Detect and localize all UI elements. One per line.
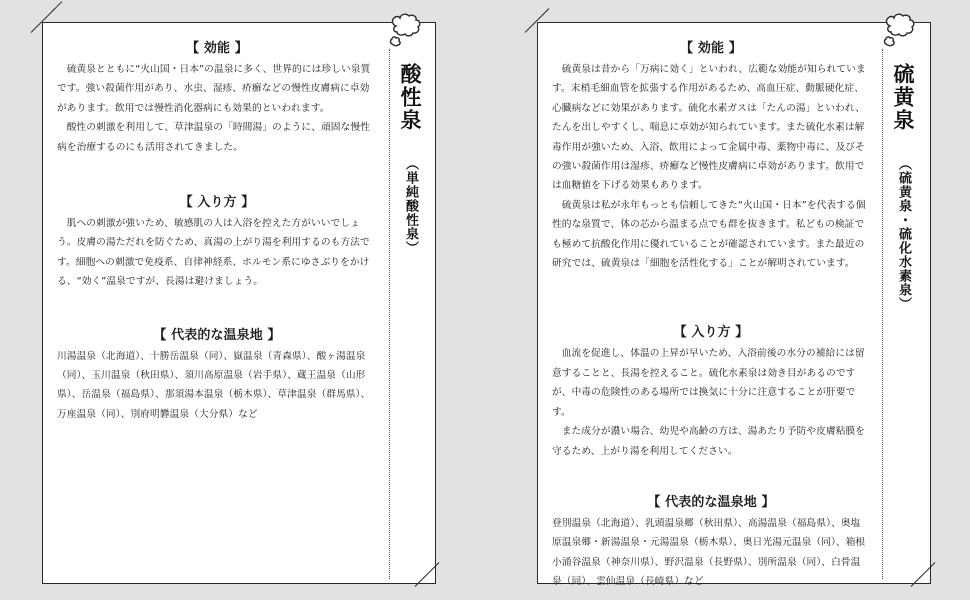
left-efficacy-heading: 【 効能 】 [186,41,248,56]
right-title-main: 硫黄泉 [891,63,915,132]
right-efficacy-heading: 【 効能 】 [680,41,742,56]
left-title-main: 酸性泉 [398,63,422,132]
right-spots-heading: 【 代表的な温泉地 】 [647,494,775,510]
right-efficacy-paragraph-1: 硫黄泉は昔から「万病に効く」といわれ、広範な効能が知られています。末梢毛細血管を拡張する作用があるため、高血圧症、動脈硬化症、心臓病などに効果があります。硫化水素ガスは「たんの湯」といわれ、たんを出しやすくし、喘息に卓効が知られています。また硫化水素は解毒作用が強いため、入浴、飲用によって金属中毒、薬物中毒に、及びその強い殺菌作用は湿疹、疥癬など慢性皮膚病に卓効があります。飲用では血糖値を下げる効果もあります。 [552,64,866,192]
right-title-sub: （硫黄泉・硫化水素泉） [896,157,911,311]
right-bathing-paragraph-1: 血流を促進し、体温の上昇が早いため、入浴前後の水分の補給には留意することと、長湯を控えること。硫化水素泉は効き目があるのですが、中毒の危険性のある場所では換気に十分に注意することが肝要です。 [552,348,865,418]
left-card-content [57,37,377,424]
right-vertical-title [888,63,918,311]
steam-cloud-icon [384,6,428,50]
left-title-sub: （単純酸性泉） [403,157,418,255]
left-card-acidic-spring [42,22,436,584]
right-spots-list: 登別温泉（北海道）、乳頭温泉郷（秋田県）、高湯温泉（福島県）、奥塩原温泉郷・新湯温泉・元湯温泉（栃木県）、奥日光湯元温泉（同）、箱根小涌谷温泉（神奈川県）、野沢温泉（長野県）、別所温泉（同）、白骨温泉（同）、雲仙温泉（長崎県）など [552,517,866,588]
left-vertical-title [395,63,425,255]
right-card-sulfur-spring [537,22,931,588]
left-bathing-heading: 【 入り方 】 [179,195,255,211]
left-efficacy-paragraph-1: 硫黄泉とともに“火山国・日本”の温泉に多く、世界的には珍しい泉質です。強い殺菌作用があり、水虫、湿疹、疥癬などの慢性皮膚病に卓効があります。飲用では慢性消化器病にも効果的といわれます。 [57,64,371,114]
right-efficacy-paragraph-2: 硫黄泉は私が永年もっとも信頼してきた“火山国・日本”を代表する個性的な泉質で、体の芯から温まる点でも群を抜きます。私どもの検証でも極めて抗酸化作用に優れていることが確認されています。また最近の研究では、硫黄泉は「細胞を活性化する」ことが解明されています。 [552,199,866,270]
steam-cloud-icon [878,6,922,50]
left-bathing-paragraph-1: 肌への刺激が強いため、敏感肌の人は入浴を控えた方がいいでしょう。皮膚の湯ただれを防ぐため、真湯の上がり湯を利用するのも方法です。細胞への刺激で免疫系、自律神経系、ホルモン系にゆさぶりをかける、“効く”温泉ですが、長湯は避けましょう。 [57,218,370,288]
left-efficacy-paragraph-2: 酸性の刺激を利用して、草津温泉の「時間湯」のように、頑固な慢性病を治療するのにも活用されてきました。 [57,122,370,153]
corner-tick-left-top-stub [52,1,63,12]
right-bathing-paragraph-2: また成分が濃い場合、幼児や高齢の方は、湯あたり予防や皮膚粘膜を守るため、上がり湯を利用してください。 [552,426,866,457]
right-bathing-heading: 【 入り方 】 [673,325,749,341]
right-card-content [552,37,870,592]
left-spots-heading: 【 代表的な温泉地 】 [153,327,281,343]
right-title-divider [882,49,883,579]
left-title-divider [389,49,390,579]
left-spots-list: 川湯温泉（北海道）、十勝岳温泉（同）、嶽温泉（青森県）、酸ヶ湯温泉（同）、玉川温泉（秋田県）、須川高原温泉（岩手県）、蔵王温泉（山形県）、岳温泉（福島県）、那須湯本温泉（栃木県）、草津温泉（群馬県）、万座温泉（同）、別府明礬温泉（大分県）など [57,350,371,420]
